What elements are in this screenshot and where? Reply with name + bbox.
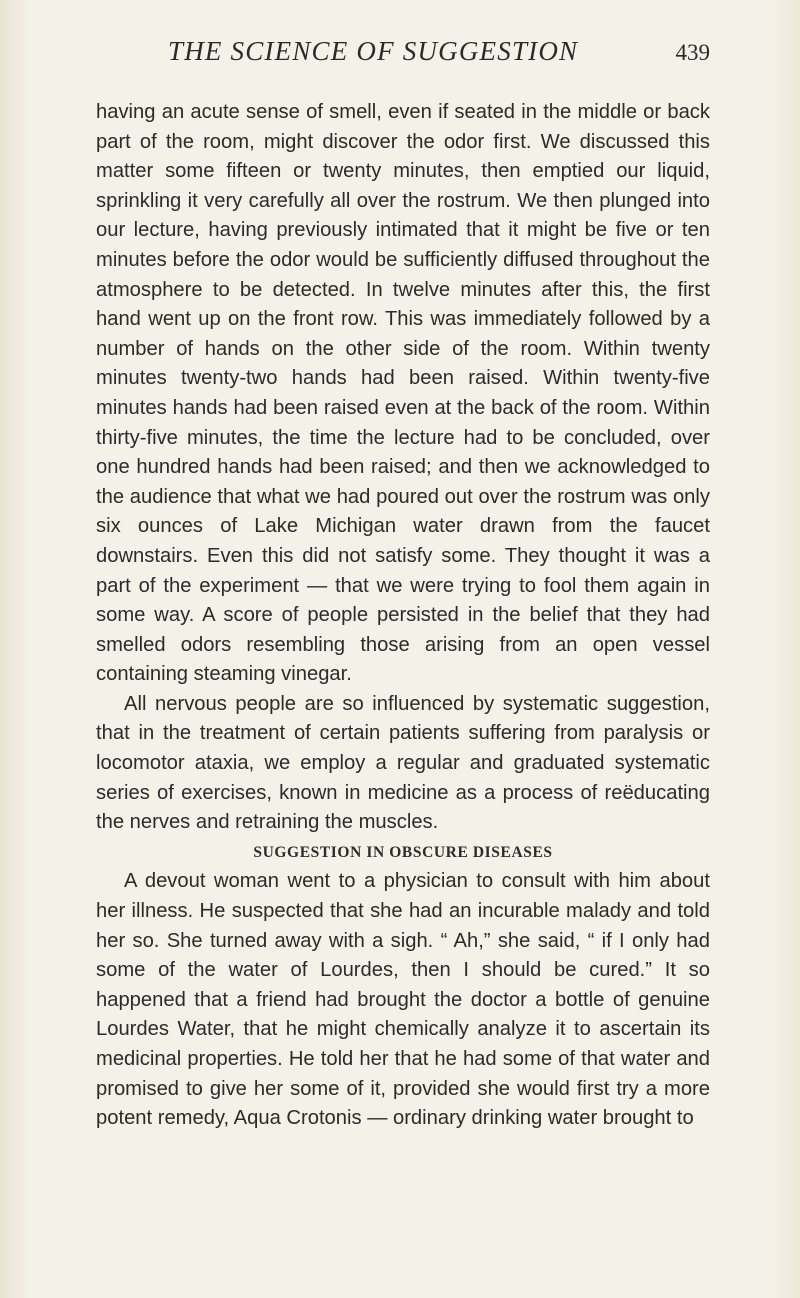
paragraph-continuation: having an acute sense of smell, even if seated in the middle or back part of the room, might discover the odor first. We discussed this matter some fifteen or twenty minutes, then emptied our liquid, sprinkling it very carefully all over the rostrum. We then plunged into our lecture, having previously intimated that it might be five or ten minutes before the odor would be sufficiently diffused throughout the atmosphere to be detected. In twelve minutes after this, the first hand went up on the front row. This was immediately followed by a number of hands on the other side of the room. Within twenty minutes twenty-two hands had been raised. Within twenty-five minutes hands had been raised even at the back of the room. Within thirty-five minutes, the time the lecture had to be concluded, over one hundred hands had been raised; and then we acknowledged to the audience that what we had poured out over the rostrum was only six ounces of Lake Michigan water drawn from the faucet downstairs. Even this did not satisfy some. They thought it was a part of the experiment — that we were trying to fool them again in some way. A score of people persisted in the belief that they had smelled odors resembling those arising from an open vessel containing steaming vinegar.: [96, 101, 710, 686]
page-number: 439: [675, 40, 710, 65]
paragraph-devout-woman: A devout woman went to a physician to consult with him about her illness. He suspected that she had an incurable malady and told her so. She turned away with a sigh. “ Ah,” she said, “ if I only had some of the water of Lourdes, then I should be cured.” It so happened that a friend had brought the doctor a bottle of genuine Lourdes Water, that he might chemically analyze it to ascertain its medicinal properties. He told her that he had some of that water and promised to give her some of it, provided she would first try a more potent remedy, Aqua Crotonis — ordinary drinking water brought to: [96, 870, 710, 1130]
running-head: [96, 36, 710, 76]
running-title: THE SCIENCE OF SUGGESTION: [168, 36, 579, 66]
body-text: [96, 98, 710, 1134]
section-heading: SUGGESTION IN OBSCURE DISEASES: [253, 843, 553, 861]
paragraph-nervous-people: All nervous people are so influenced by systematic suggestion, that in the treatment of certain patients suffering from paralysis or locomotor ataxia, we employ a regular and graduated systematic series of exercises, known in medicine as a process of reëducating the nerves and retraining the muscles.: [96, 692, 710, 834]
